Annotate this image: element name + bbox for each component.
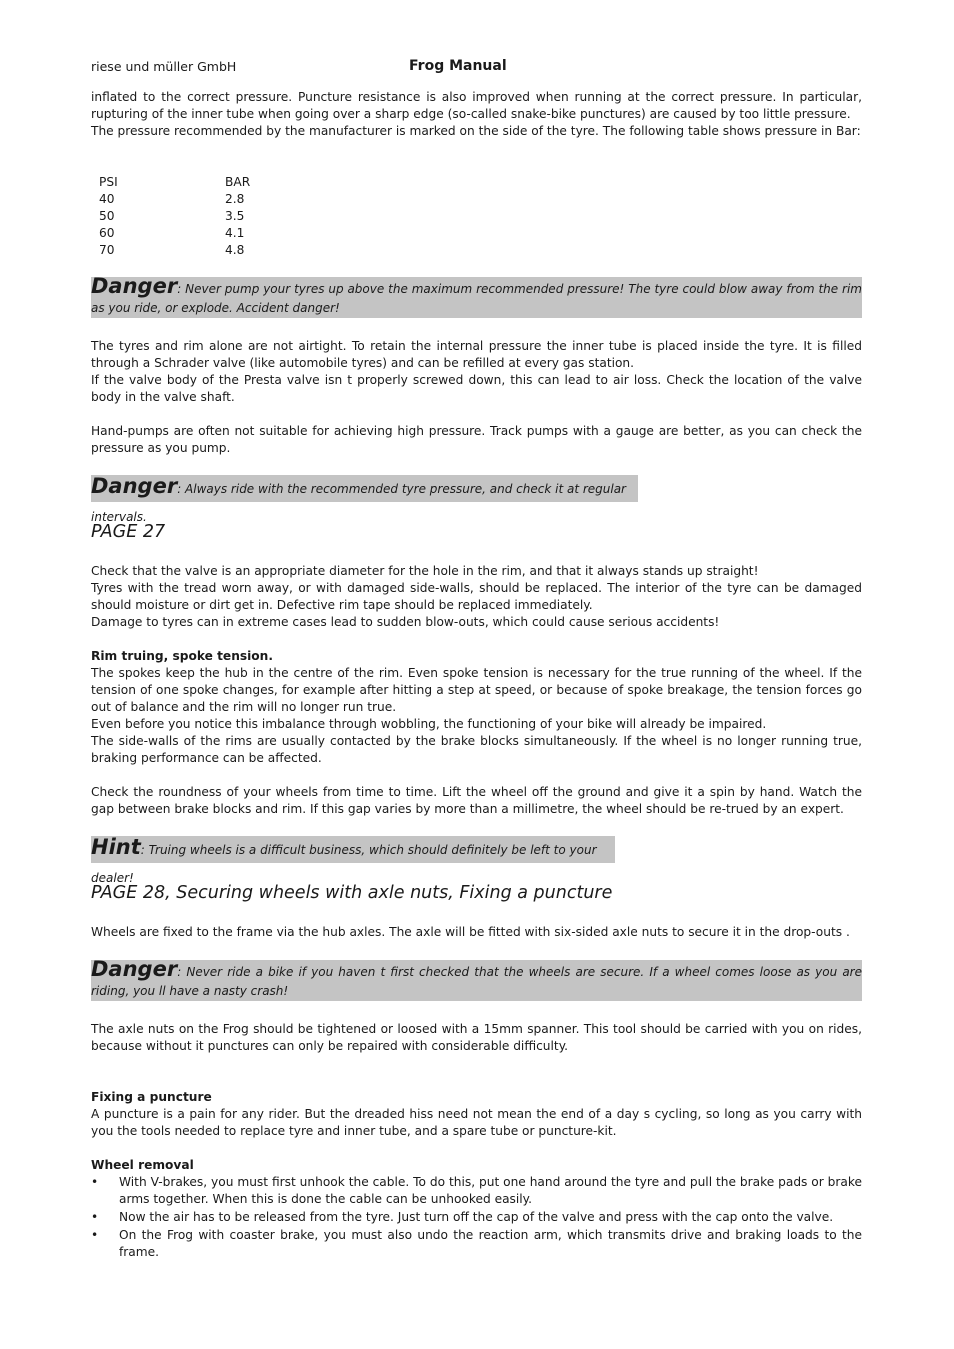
- page-27-body: [91, 563, 862, 818]
- table-cell-psi: 40: [99, 192, 115, 206]
- axle-nuts-section: [91, 1021, 862, 1055]
- table-cell-bar: 4.1: [225, 226, 245, 240]
- pump-paragraph: Hand-pumps are often not suitable for achieving high pressure. Track pumps with a gauge are better, as you can check the pressure as you pump.: [91, 424, 862, 455]
- axle-nuts-paragraph: The axle nuts on the Frog should be tightened or loosed with a 15mm spanner. This tool should be carried with you on rides, because without it punctures can only be repaired with considerable difficulty.: [91, 1022, 862, 1053]
- intro-paragraph-2: The pressure recommended by the manufacturer is marked on the side of the tyre. The following table shows pressure in Bar:: [91, 124, 861, 138]
- danger-text: : Never pump your tyres up above the maximum recommended pressure! The tyre could blow away from the rim as you ride, or explode. Accident danger!: [91, 282, 862, 315]
- danger-label: Danger: [91, 274, 178, 298]
- table-row: [99, 242, 250, 259]
- intro-text: [91, 89, 862, 140]
- wheel-removal-subheading: Wheel removal: [91, 1158, 194, 1172]
- puncture-paragraph: A puncture is a pain for any rider. But the dreaded hiss need not mean the end of a day s cycling, so long as you carry with you the tools needed to replace tyre and inner tube, and a spare tube or puncture-kit.: [91, 1107, 862, 1138]
- table-cell-psi: 70: [99, 243, 115, 257]
- table-header-row: [99, 174, 250, 191]
- valve-paragraph-2: If the valve body of the Presta valve isn t properly screwed down, this can lead to air loss. Check the location of the valve body in the valve shaft.: [91, 373, 862, 404]
- page-28-body: [91, 924, 862, 941]
- list-item: • With V-brakes, you must first unhook the cable. To do this, put one hand around the tyre and pull the brake pads or brake arms together. When this is done the cable can be unhooked easily.: [91, 1175, 862, 1206]
- table-cell-psi: 60: [99, 226, 115, 240]
- table-header-bar: BAR: [225, 175, 251, 189]
- intro-paragraph-1: inflated to the correct pressure. Puncture resistance is also improved when running at the correct pressure. In particular, rupturing of the inner tube when going over a sharp edge (so-called snake-bike punctures) are caused by too little pressure.: [91, 90, 862, 121]
- rim-paragraph-2: Even before you notice this imbalance through wobbling, the functioning of your bike will already be impaired.: [91, 717, 767, 731]
- danger-text: : Never ride a bike if you haven t first checked that the wheels are secure. If a wheel comes loose as you are riding, you ll have a nasty crash!: [91, 965, 862, 998]
- bullet-icon: •: [91, 1228, 99, 1242]
- document-title: Frog Manual: [409, 58, 507, 74]
- puncture-subheading: Fixing a puncture: [91, 1090, 212, 1104]
- valve-paragraph-1: The tyres and rim alone are not airtight. To retain the internal pressure the inner tube is placed inside the tyre. It is filled through a Schrader valve (like automobile tyres) and can be refilled at every gas station.: [91, 339, 862, 370]
- tyre-replace-line: Tyres with the tread worn away, or with damaged side-walls, should be replaced. The interior of the tyre can be damaged should moisture or dirt get in. Defective rim tape should be replaced immediately.: [91, 581, 862, 612]
- valve-section: [91, 338, 862, 457]
- danger-box-wheels-secure: [91, 957, 862, 1001]
- table-header-psi: PSI: [99, 175, 118, 189]
- page-27-heading: PAGE 27: [91, 522, 166, 542]
- table-cell-psi: 50: [99, 209, 115, 223]
- pressure-table: [99, 174, 250, 259]
- table-row: [99, 208, 250, 225]
- danger-box-max-pressure: [91, 274, 862, 318]
- table-cell-bar: 3.5: [225, 209, 245, 223]
- danger-label: Danger: [91, 474, 178, 498]
- page-28-heading: PAGE 28, Securing wheels with axle nuts, Fixing a puncture: [91, 883, 613, 903]
- hint-text: : Truing wheels is a difficult business, which should definitely be left to your dealer!: [91, 843, 597, 885]
- company-name: riese und müller GmbH: [91, 59, 237, 74]
- list-item: • On the Frog with coaster brake, you must also undo the reaction arm, which transmits drive and braking loads to the frame.: [91, 1228, 862, 1259]
- hint-box-truing: [91, 835, 615, 885]
- bullet-icon: •: [91, 1210, 99, 1224]
- valve-check-line: Check that the valve is an appropriate diameter for the hole in the rim, and that it always stands up straight!: [91, 564, 759, 578]
- table-cell-bar: 4.8: [225, 243, 245, 257]
- hint-label: Hint: [91, 835, 141, 859]
- rim-paragraph-1: The spokes keep the hub in the centre of the rim. Even spoke tension is necessary for the true running of the wheel. If the tension of one spoke changes, for example after hitting a step at speed, or because of spoke breakage, the tension forces go out of balance and the rim will no longer run true.: [91, 666, 862, 714]
- blowout-line: Damage to tyres can in extreme cases lead to sudden blow-outs, which could cause serious accidents!: [91, 615, 720, 629]
- table-row: [99, 225, 250, 242]
- list-item: • Now the air has to be released from the tyre. Just turn off the cap of the valve and press with the cap onto the valve.: [91, 1210, 834, 1224]
- wheel-removal-list: [91, 1174, 862, 1261]
- rim-paragraph-4: Check the roundness of your wheels from time to time. Lift the wheel off the ground and give it a spin by hand. Watch the gap between brake blocks and rim. If this gap varies by more than a millimetre, the wheel should be re-trued by an expert.: [91, 785, 862, 816]
- puncture-section: [91, 1089, 862, 1262]
- table-cell-bar: 2.8: [225, 192, 245, 206]
- bullet-icon: •: [91, 1175, 99, 1189]
- rim-paragraph-3: The side-walls of the rims are usually contacted by the brake blocks simultaneously. If the wheel is no longer running true, braking performance can be affected.: [91, 734, 862, 765]
- axle-paragraph: Wheels are fixed to the frame via the hub axles. The axle will be fitted with six-sided axle nuts to secure it in the drop-outs .: [91, 925, 850, 939]
- danger-text: : Always ride with the recommended tyre pressure, and check it at regular intervals.: [91, 482, 626, 524]
- rim-truing-subheading: Rim truing, spoke tension.: [91, 649, 273, 663]
- danger-box-tyre-pressure: [91, 474, 638, 524]
- page-header: [91, 59, 862, 77]
- table-row: [99, 191, 250, 208]
- danger-label: Danger: [91, 957, 178, 981]
